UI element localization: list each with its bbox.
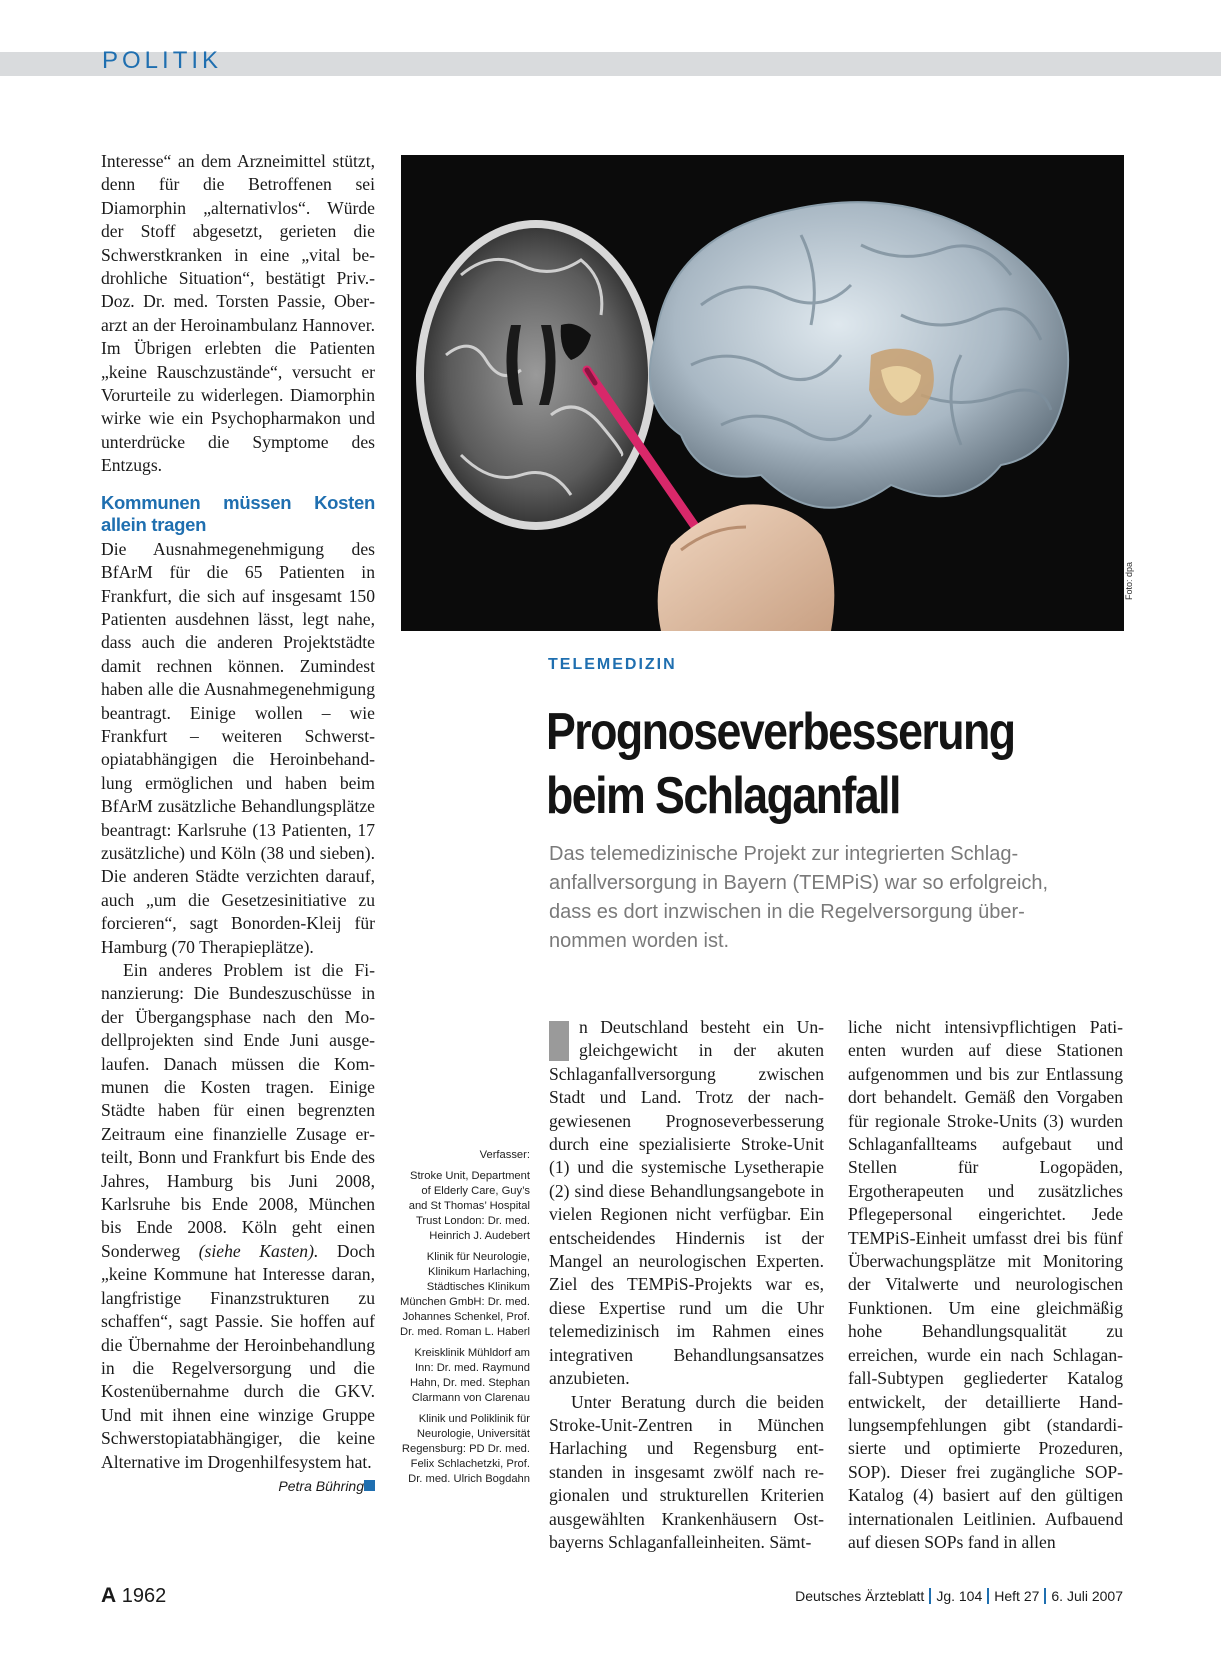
subhead: Kommunen müssen Kosten allein tragen [101, 491, 375, 535]
page-number-value: 1962 [121, 1585, 167, 1607]
headline-line-1: Prognoseverbesserung [546, 703, 1015, 761]
author-affiliation-4: Klinik und Poliklinik für Neurologie, Universität Regensburg: PD Dr. med. Felix Schlachetzki, Prof. Dr. med. Ulrich Bogdahn [401, 1413, 530, 1485]
authors-label: Verfasser: [479, 1149, 530, 1161]
section-label: POLITIK [102, 47, 223, 74]
end-of-article-square-icon [364, 1480, 375, 1491]
lead-line-2: anfallversorgung in Bayern (TEMPiS) war so erfolgreich, [549, 872, 1049, 894]
lead-line-1: Das telemedizinische Projekt zur integrierten Schlag- [549, 843, 1019, 865]
left-paragraph-2-end: Doch „keine Kommune hat Interesse daran, langfristige Finanzstrukturen zu schaffen“, sagt Passie. Sie hoffen auf die Übernahme der Heroinbehandlung in die Regelversorgung und die Kostenübernahme durch die GKV. Und mit ihnen eine winzige Gruppe Schwerstopiatabhängiger, die keine Alternative im Drogenhilfesystem hat. [101, 1240, 375, 1472]
left-paragraph-intro: Interesse“ an dem Arzneimittel stützt, denn für die Betroffenen sei Diamorphin „alternativlos“. Würde der Stoff abgesetzt, gerieten die Schwerstkranken in eine „vital bedrohliche Situation“, bestätigt Priv.-Doz. Dr. med. Torsten Passie, Oberarzt an der Heroinambulanz Hannover. Im Übrigen erlebten die Patienten „keine Rauschzustände“, versucht er Vorurteile zu widerlegen. Diamorphin wirke wie ein Psychopharmakon und unterdrücke die Symptome des Entzugs. [101, 151, 375, 476]
left-paragraph-2 [101, 959, 375, 1474]
author-affiliation-3: Kreisklinik Mühldorf am Inn: Dr. med. Raymund Hahn, Dr. med. Stephan Clarmann von Clarenau [409, 1347, 530, 1404]
lead-line-4: nommen worden ist. [549, 930, 730, 952]
article-paragraph-3: liche nicht intensivpflichtigen Patienten wurden auf diese Stationen aufgenommen und bis zur Entlassung dort behandelt. Gemäß den Vorgaben für regionale Stroke-Units (3) wurden Schlaganfallteams aufgebaut und Stellen für Logopäden, Ergotherapeuten und zusätzliches Pflegepersonal eingerichtet. Jede TEMPiS-Einheit umfasst drei bis fünf Überwachungsplätze mit Monitoring der Vitalwerte und neurologischen Funktionen. Um eine gleichmäßig hohe Behandlungsqualität zu erreichen, wurde ein nach Schlaganfall-Subtypen gegliederter Katalog entwickelt, der detaillierte Handlungsempfehlungen gibt (standardisierte und optimierte Prozeduren, SOP). Dieser frei zugängliche SOP-Katalog (4) basiert auf den gültigen internationalen Leitlinien. Aufbauend auf diesen SOPs fand in allen [848, 1017, 1123, 1552]
article-column-1 [549, 1016, 824, 1554]
kicker: TELEMEDIZIN [548, 656, 677, 673]
article-paragraph-2: Unter Beratung durch die beiden Stroke-Unit-Zentren in München Harlaching und Regensburg entstanden in insgesamt zwölf nach regionalen und strukturellen Kriterien ausgewählten Krankenhäusern Ostbayerns Schlaganfalleinheiten. Sämt- [549, 1391, 824, 1552]
headline-line-2: beim Schlaganfall [546, 767, 900, 825]
lead-paragraph [549, 840, 1109, 956]
lead-line-3: dass es dort inzwischen in die Regelversorgung über- [549, 901, 1025, 923]
left-column [101, 150, 375, 1496]
footer-separator [929, 1588, 931, 1604]
page-number [101, 1584, 166, 1608]
headline [546, 700, 1045, 828]
author-affiliation-2: Klinik für Neurologie, Klinikum Harlaching, Städtisches Klinikum München GmbH: Dr. med. Johannes Schenkel, Prof. Dr. med. Roman L. Haberl [400, 1251, 530, 1338]
left-paragraph-1: Die Ausnahmegenehmigung des BfArM für die 65 Patienten in Frankfurt, die sich auf insgesamt 150 Patienten ausdehnen lässt, legt nahe, dass auch die anderen Projektstädte damit rechnen können. Zumindest haben alle die Ausnahmegenehmigung beantragt. Einige wollen – wie Frankfurt – weiteren Schwerstopiatabhängigen die Heroinbehandlung ermöglichen und haben beim BfArM zusätzliche Behandlungsplätze beantragt: Karlsruhe (13 Patienten, 17 zusätzliche) und Köln (38 und sieben). Die anderen Städte verzichten darauf, auch „um die Gesetzesinitiative zu forcieren“, sagt Bonorden-Kleij für Hamburg (70 Therapieplätze). [101, 538, 375, 957]
brain-scan-photo [401, 155, 1124, 631]
journal-name: Deutsches Ärzteblatt [795, 1588, 925, 1604]
brain-scan-illustration [401, 155, 1124, 631]
journal-footer [795, 1588, 1123, 1604]
footer-separator [987, 1588, 989, 1604]
page-prefix: A [101, 1584, 117, 1607]
article-column-2 [848, 1016, 1123, 1554]
journal-date: 6. Juli 2007 [1051, 1588, 1123, 1604]
left-paragraph-2-start: Ein anderes Problem ist die Finanzierung: Die Bundeszuschüsse in der Übergangsphase nach den Modellprojekten sind Ende Juni ausgelaufen. Danach müssen die Kommunen die Kosten tragen. Einige Städte haben für einen begrenzten Zeitraum eine finanzielle Zusage erteilt, Bonn und Frankfurt bis Ende des Jahres, Hamburg bis Juni 2008, Karlsruhe bis Ende 2008, München bis Ende 2008. Köln geht einen Sonderweg [101, 960, 375, 1261]
journal-volume: Jg. 104 [936, 1588, 983, 1604]
author-affiliation-1: Stroke Unit, Department of Elderly Care, Guy’s and St Thomas’ Hospital Trust London: Dr. med. Heinrich J. Audebert [408, 1170, 530, 1242]
drop-cap-I-icon [549, 1021, 569, 1061]
article-paragraph-1 [549, 1016, 824, 1391]
see-box-reference: (siehe Kasten). [198, 1240, 319, 1261]
article-paragraph-1-text: n Deutschland besteht ein Ungleichgewicht in der akuten Schlaganfallversorgung zwischen Stadt und Land. Trotz der nachgewiesenen Prognoseverbesserung durch eine spezialisierte Stroke-Unit (1) und die systemische Lysetherapie (2) sind diese Behandlungsangebote in vielen Regionen nicht verfügbar. Ein entscheidendes Hindernis ist der Mangel an neurologischen Experten. Ziel des TEMPiS-Projekts war es, diese Expertise rund um die Uhr telemedizinisch im Rahmen eines integrativen Behandlungsansatzes anzubieten. [549, 1017, 824, 1389]
journal-issue: Heft 27 [994, 1588, 1040, 1604]
footer-separator [1044, 1588, 1046, 1604]
photo-credit: Foto: dpa [1124, 561, 1134, 600]
author-signature: Petra Bühring [278, 1477, 364, 1494]
authors-box [400, 1148, 530, 1493]
